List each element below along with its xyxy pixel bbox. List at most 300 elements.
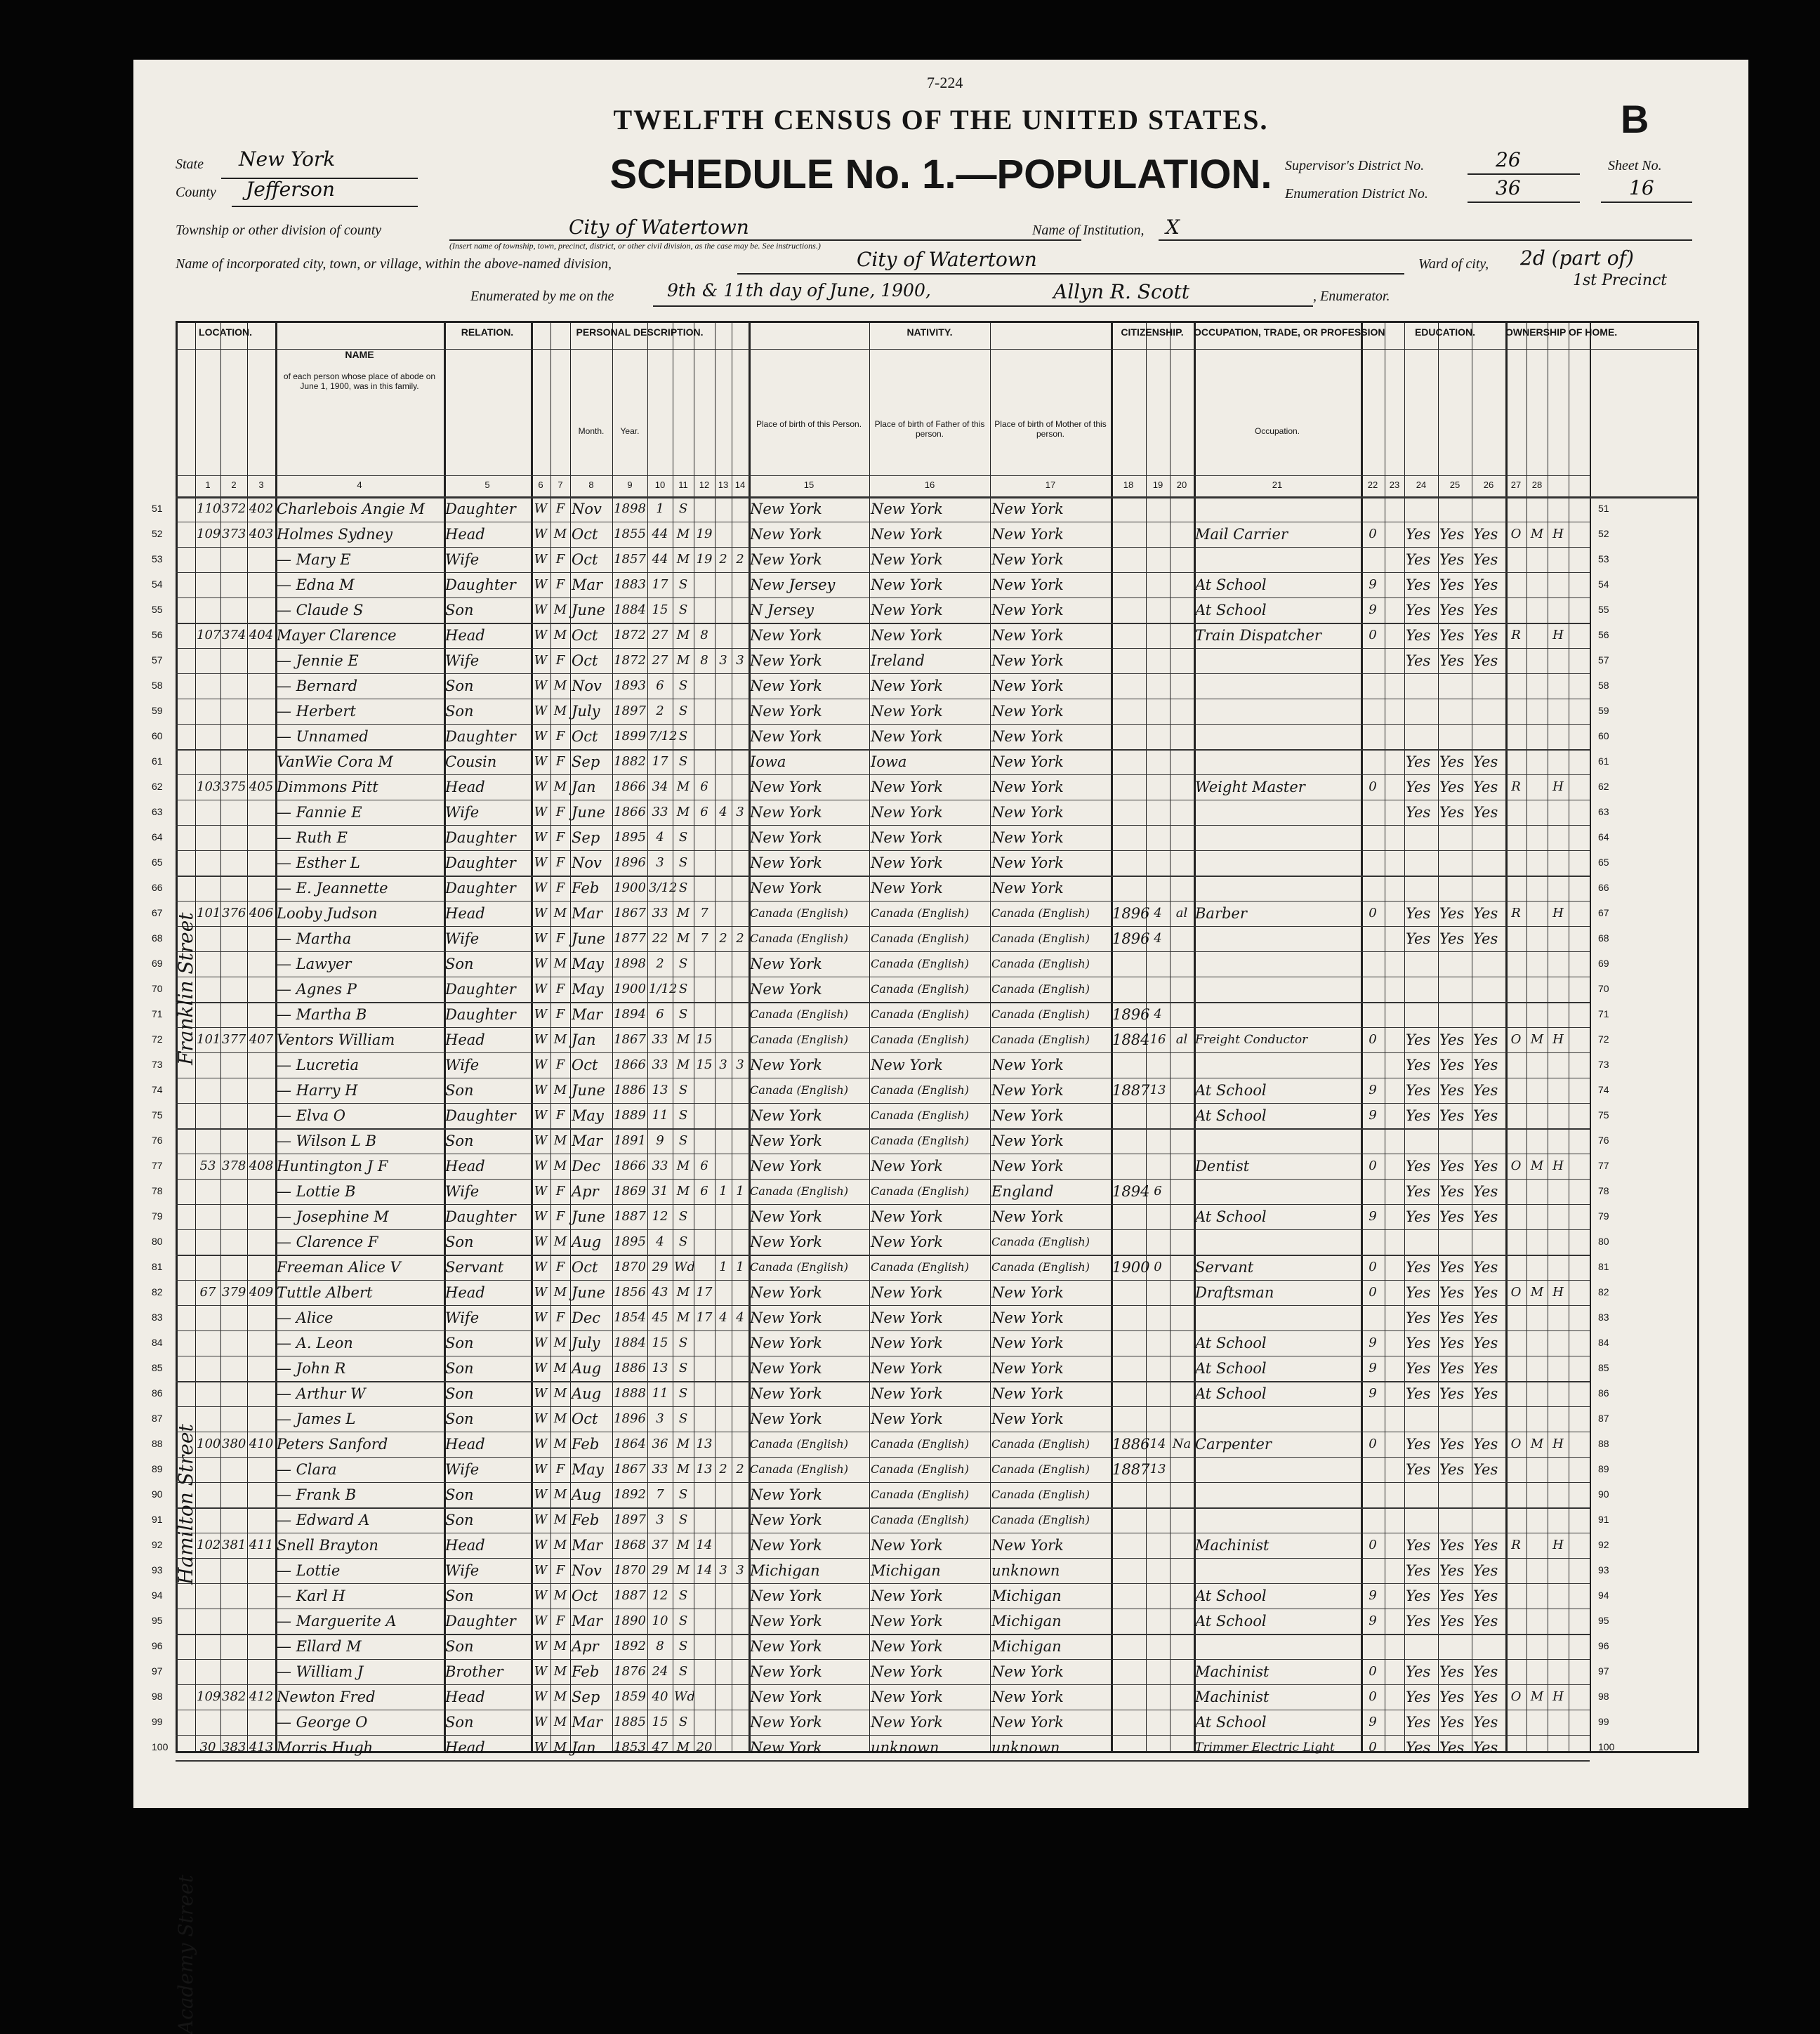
cell-year: 1864: [614, 1437, 646, 1451]
cell-read: Yes: [1406, 1259, 1431, 1276]
line-number: 66: [152, 882, 163, 893]
column-rule: [1170, 321, 1171, 1753]
cell-bp: New York: [750, 1714, 822, 1731]
cell-age: 4: [656, 1234, 664, 1249]
cell-bm: Canada (English): [991, 957, 1090, 970]
cell-rel: Head: [445, 1284, 485, 1301]
cell-yrs: 0: [1154, 1260, 1162, 1274]
cell-yrs: 6: [1154, 1184, 1162, 1198]
cell-year: 1859: [614, 1689, 646, 1704]
cell-eng: Yes: [1473, 1208, 1498, 1225]
cell-year: 1854: [614, 1310, 646, 1325]
cell-eng: Yes: [1473, 1562, 1498, 1579]
cell-bf: Canada (English): [871, 1109, 969, 1122]
line-number: 85: [1598, 1362, 1609, 1373]
cell-month: Aug: [572, 1360, 602, 1377]
cell-age: 29: [652, 1260, 668, 1274]
cell-month: Mar: [572, 905, 603, 922]
cell-name: — Claude S: [277, 602, 364, 619]
cell-bp: Canada (English): [750, 1008, 848, 1021]
cell-rel: Wife: [445, 804, 480, 821]
cell-color: W: [534, 1563, 548, 1578]
line-number: 67: [152, 907, 163, 918]
cell-mar: S: [678, 1234, 688, 1249]
line-number: 92: [1598, 1539, 1609, 1550]
cell-ch2: 2: [736, 931, 744, 946]
cell-bp: New York: [750, 1486, 822, 1503]
sheet-no-line: [1601, 202, 1692, 203]
cell-rel: Wife: [445, 1309, 480, 1326]
line-number: 74: [1598, 1084, 1609, 1095]
cell-mar: S: [678, 1083, 688, 1097]
cell-imm: 1900: [1112, 1259, 1150, 1276]
cell-ym: 6: [700, 779, 708, 794]
cell-name: — Harry H: [277, 1082, 358, 1099]
cell-age: 9: [656, 1133, 664, 1148]
line-number: 80: [1598, 1236, 1609, 1247]
cell-write: Yes: [1439, 1057, 1465, 1074]
cell-eng: Yes: [1473, 1183, 1498, 1200]
cell-fh: H: [1552, 1285, 1564, 1300]
cell-occ: At School: [1195, 1360, 1267, 1377]
cell-month: Sep: [572, 1689, 600, 1705]
cell-write: Yes: [1439, 804, 1465, 821]
cell-write: Yes: [1439, 627, 1465, 644]
cell-rel: Daughter: [445, 1006, 516, 1023]
cell-sex: M: [553, 602, 567, 617]
cell-occ: At School: [1195, 1714, 1267, 1731]
cell-sex: M: [553, 1588, 567, 1603]
cell-bf: New York: [871, 1714, 943, 1731]
line-number: 100: [1598, 1741, 1615, 1752]
cell-read: Yes: [1406, 1613, 1431, 1630]
cell-bm: New York: [991, 1360, 1064, 1377]
cell-month: Apr: [572, 1638, 599, 1655]
cell-bp: New York: [750, 728, 822, 745]
cell-bp: Canada (English): [750, 906, 848, 920]
cell-eng: Yes: [1473, 1107, 1498, 1124]
cell-age: 12: [652, 1209, 668, 1224]
cell-ym: 14: [696, 1538, 713, 1552]
cell-own: O: [1510, 1158, 1522, 1173]
cell-name: — Edward A: [277, 1512, 370, 1528]
cell-sex: M: [553, 1158, 567, 1173]
cell-rel: Wife: [445, 930, 480, 947]
column-number: 2: [231, 480, 237, 490]
cell-name: — Mary E: [277, 551, 351, 568]
cell-bf: Canada (English): [871, 1184, 969, 1198]
line-number: 64: [1598, 831, 1609, 843]
cell-name: Mayer Clarence: [277, 627, 397, 644]
column-number: 13: [718, 480, 729, 490]
line-number: 95: [152, 1615, 163, 1626]
cell-bm: Canada (English): [991, 1235, 1090, 1248]
cell-own: O: [1510, 527, 1522, 541]
cell-fam: 406: [249, 906, 274, 920]
cell-bf: New York: [871, 1158, 943, 1175]
line-number: 74: [152, 1084, 163, 1095]
line-number: 59: [1598, 705, 1609, 716]
cell-rel: Son: [445, 678, 474, 694]
line-number: 53: [152, 553, 163, 564]
cell-age: 22: [652, 931, 668, 946]
cell-year: 1892: [614, 1639, 646, 1653]
cell-bf: New York: [871, 1411, 943, 1427]
cell-mar: S: [678, 1007, 688, 1022]
cell-bp: New York: [750, 551, 822, 568]
cell-bm: New York: [991, 753, 1064, 770]
cell-mar: M: [676, 931, 690, 946]
cell-month: June: [572, 804, 605, 821]
cell-read: Yes: [1406, 1385, 1431, 1402]
cell-bm: New York: [991, 1411, 1064, 1427]
cell-read: Yes: [1406, 1689, 1431, 1705]
cell-color: W: [534, 1007, 548, 1022]
cell-read: Yes: [1406, 930, 1431, 947]
cell-year: 1894: [614, 1007, 646, 1022]
cell-read: Yes: [1406, 602, 1431, 619]
cell-house: 30: [199, 1740, 216, 1755]
cell-color: W: [534, 678, 548, 693]
cell-nat: al: [1175, 906, 1188, 920]
cell-read: Yes: [1406, 1082, 1431, 1099]
cell-color: W: [534, 956, 548, 971]
cell-bm: New York: [991, 1158, 1064, 1175]
cell-bm: Canada (English): [991, 982, 1090, 996]
line-number: 99: [1598, 1716, 1609, 1727]
cell-ym: 19: [696, 527, 713, 541]
cell-age: 31: [652, 1184, 668, 1198]
cell-bm: New York: [991, 1385, 1064, 1402]
cell-sex: F: [555, 880, 565, 895]
cell-color: W: [534, 1487, 548, 1502]
cell-age: 3: [656, 1512, 664, 1527]
cell-month: July: [572, 703, 600, 720]
cell-year: 1867: [614, 1032, 646, 1047]
cell-bm: New York: [991, 1714, 1064, 1731]
cell-month: Jan: [572, 1739, 596, 1756]
cell-name: — James L: [277, 1411, 356, 1427]
cell-mar: M: [676, 1538, 690, 1552]
cell-name: — William J: [277, 1663, 364, 1680]
ward-label: Ward of city,: [1418, 256, 1489, 272]
cell-mo: 0: [1369, 1285, 1377, 1300]
cell-year: 1856: [614, 1285, 646, 1300]
cell-age: 37: [652, 1538, 668, 1552]
cell-bm: Michigan: [991, 1613, 1062, 1630]
township-label: Township or other division of county: [176, 223, 382, 238]
cell-occ: Barber: [1195, 905, 1247, 922]
cell-sex: M: [553, 678, 567, 693]
cell-read: Yes: [1406, 1031, 1431, 1048]
cell-rel: Wife: [445, 1183, 480, 1200]
cell-color: W: [534, 729, 548, 744]
cell-bf: New York: [871, 728, 943, 745]
cell-bm: Canada (English): [991, 932, 1090, 945]
county-line: [232, 206, 418, 207]
cell-name: Charlebois Angie M: [277, 501, 426, 517]
cell-year: 1866: [614, 1158, 646, 1173]
cell-name: VanWie Cora M: [277, 753, 393, 770]
column-rule: [550, 321, 551, 1753]
precinct-value: 1st Precinct: [1573, 272, 1668, 289]
cell-house: 102: [197, 1538, 221, 1552]
cell-sex: M: [553, 704, 567, 718]
cell-month: Nov: [572, 678, 602, 694]
cell-bf: New York: [871, 1208, 943, 1225]
column-number: 15: [803, 480, 815, 490]
cell-color: W: [534, 1184, 548, 1198]
supervisor-line: [1468, 173, 1580, 175]
cell-sex: F: [555, 1108, 565, 1123]
column-number: 10: [654, 480, 666, 490]
cell-ch2: 3: [736, 1057, 744, 1072]
cell-dw: 382: [222, 1689, 246, 1704]
cell-house: 103: [197, 779, 221, 794]
birth-mother-header: Place of birth of Mother of this person.: [994, 419, 1107, 439]
cell-bp: New York: [750, 956, 822, 972]
line-number: 94: [1598, 1590, 1609, 1601]
cell-year: 1866: [614, 779, 646, 794]
cell-bp: New York: [750, 1613, 822, 1630]
cell-read: Yes: [1406, 576, 1431, 593]
cell-year: 1885: [614, 1715, 646, 1729]
line-number: 69: [152, 958, 163, 969]
cell-rel: Daughter: [445, 981, 516, 998]
cell-bf: New York: [871, 1587, 943, 1604]
cell-dw: 380: [222, 1437, 246, 1451]
cell-bf: Iowa: [871, 753, 907, 770]
line-number: 55: [152, 604, 163, 615]
cell-write: Yes: [1439, 602, 1465, 619]
column-rule: [990, 321, 991, 1753]
cell-write: Yes: [1439, 1739, 1465, 1756]
cell-bm: unknown: [991, 1739, 1060, 1756]
cell-name: — Agnes P: [277, 981, 357, 998]
cell-rel: Daughter: [445, 501, 516, 517]
cell-mar: S: [678, 880, 688, 895]
cell-sex: M: [553, 956, 567, 971]
supervisor-label: Supervisor's District No.: [1285, 158, 1425, 173]
cell-rel: Daughter: [445, 880, 516, 897]
cell-color: W: [534, 1057, 548, 1072]
cell-bm: New York: [991, 804, 1064, 821]
line-number: 77: [1598, 1160, 1609, 1171]
cell-name: Peters Sanford: [277, 1436, 388, 1453]
cell-write: Yes: [1439, 1537, 1465, 1554]
cell-sex: F: [555, 1007, 565, 1022]
cell-bm: New York: [991, 1335, 1064, 1352]
cell-imm: 1896: [1112, 905, 1150, 922]
cell-month: Jan: [572, 779, 596, 795]
cell-color: W: [534, 704, 548, 718]
cell-rel: Son: [445, 1234, 474, 1250]
line-number: 97: [152, 1665, 163, 1677]
cell-mort: M: [1530, 1032, 1544, 1047]
cell-ym: 8: [700, 653, 708, 668]
cell-age: 34: [652, 779, 668, 794]
cell-dw: 372: [222, 501, 246, 516]
cell-own: O: [1510, 1285, 1522, 1300]
cell-mar: S: [678, 1588, 688, 1603]
cell-name: Freeman Alice V: [277, 1259, 401, 1276]
cell-color: W: [534, 628, 548, 642]
cell-own: O: [1510, 1437, 1522, 1451]
cell-nat: Na: [1172, 1437, 1192, 1451]
cell-fh: H: [1552, 1032, 1564, 1047]
cell-color: W: [534, 1386, 548, 1401]
cell-rel: Head: [445, 627, 485, 644]
cell-dw: 374: [222, 628, 246, 642]
cell-bp: New York: [750, 678, 822, 694]
cell-yrs: 4: [1154, 1007, 1162, 1022]
line-number: 90: [1598, 1488, 1609, 1500]
cell-age: 13: [652, 1361, 668, 1375]
street-name: Hamilton Street: [174, 1424, 197, 1585]
cell-sex: M: [553, 906, 567, 920]
cell-sex: M: [553, 527, 567, 541]
cell-year: 1884: [614, 602, 646, 617]
cell-bp: New York: [750, 1689, 822, 1705]
cell-bp: New York: [750, 1107, 822, 1124]
cell-year: 1868: [614, 1538, 646, 1552]
cell-month: Oct: [572, 652, 598, 669]
cell-mo: 0: [1369, 1538, 1377, 1552]
occupation-subheader: Occupation.: [1254, 426, 1300, 436]
city-value: City of Watertown: [857, 248, 1037, 271]
cell-color: W: [534, 1108, 548, 1123]
cell-age: 3: [656, 855, 664, 870]
cell-dw: 375: [222, 779, 246, 794]
cell-mar: M: [676, 1563, 690, 1578]
line-number: 57: [1598, 654, 1609, 666]
cell-bf: Canada (English): [871, 1260, 969, 1274]
line-number: 61: [1598, 755, 1609, 767]
column-number: 24: [1416, 480, 1427, 490]
cell-ch1: 1: [719, 1260, 727, 1274]
cell-rel: Wife: [445, 551, 480, 568]
line-number: 90: [152, 1488, 163, 1500]
cell-bm: New York: [991, 880, 1064, 897]
cell-month: Mar: [572, 1537, 603, 1554]
cell-name: — Ellard M: [277, 1638, 362, 1655]
cell-fh: H: [1552, 906, 1564, 920]
cell-name: Morris Hugh: [277, 1739, 374, 1756]
cell-bf: New York: [871, 627, 943, 644]
cell-own: O: [1510, 1689, 1522, 1704]
month-header: Month.: [578, 426, 605, 436]
cell-ch2: 1: [736, 1260, 744, 1274]
cell-bm: New York: [991, 551, 1064, 568]
cell-occ: Trimmer Electric Light: [1195, 1741, 1335, 1755]
cell-bf: New York: [871, 1663, 943, 1680]
cell-year: 1890: [614, 1613, 646, 1628]
cell-mar: S: [678, 704, 688, 718]
cell-year: 1892: [614, 1487, 646, 1502]
cell-eng: Yes: [1473, 1309, 1498, 1326]
column-rule: [247, 321, 248, 1753]
cell-rel: Brother: [445, 1663, 503, 1680]
cell-year: 1876: [614, 1664, 646, 1679]
cell-mar: S: [678, 830, 688, 845]
cell-month: Mar: [572, 1613, 603, 1630]
cell-read: Yes: [1406, 1057, 1431, 1074]
cell-sex: M: [553, 779, 567, 794]
cell-mar: Wd: [674, 1260, 696, 1274]
cell-write: Yes: [1439, 1284, 1465, 1301]
cell-occ: At School: [1195, 1335, 1267, 1352]
cell-year: 1872: [614, 653, 646, 668]
cell-month: Jan: [572, 1031, 596, 1048]
street-name: Franklin Street: [174, 912, 197, 1065]
cell-ch2: 3: [736, 805, 744, 819]
enumerator-name: Allyn R. Scott: [1053, 280, 1189, 303]
cell-bf: Canada (English): [871, 1033, 969, 1046]
line-number: 87: [152, 1413, 163, 1424]
cell-mo: 9: [1369, 1083, 1377, 1097]
cell-bm: New York: [991, 779, 1064, 795]
cell-fam: 404: [249, 628, 274, 642]
column-number: 22: [1367, 480, 1378, 490]
cell-month: Mar: [572, 1006, 603, 1023]
cell-month: Oct: [572, 1411, 598, 1427]
cell-age: 40: [652, 1689, 668, 1704]
cell-bp: Canada (English): [750, 1437, 848, 1451]
cell-mo: 0: [1369, 1032, 1377, 1047]
cell-eng: Yes: [1473, 1739, 1498, 1756]
line-number: 58: [1598, 680, 1609, 691]
cell-sex: M: [553, 1487, 567, 1502]
cell-rel: Wife: [445, 1562, 480, 1579]
cell-sex: F: [555, 805, 565, 819]
cell-bf: New York: [871, 1309, 943, 1326]
cell-rel: Wife: [445, 652, 480, 669]
cell-name: — Esther L: [277, 854, 360, 871]
line-number: 60: [152, 730, 163, 741]
cell-rel: Head: [445, 905, 485, 922]
cell-bp: Iowa: [750, 753, 786, 770]
cell-mo: 0: [1369, 906, 1377, 920]
line-number: 89: [1598, 1463, 1609, 1474]
line-number: 80: [152, 1236, 163, 1247]
cell-name: Holmes Sydney: [277, 526, 393, 543]
line-number: 83: [1598, 1312, 1609, 1323]
cell-rel: Head: [445, 1689, 485, 1705]
cell-name: — Martha B: [277, 1006, 367, 1023]
cell-sex: M: [553, 628, 567, 642]
cell-read: Yes: [1406, 1335, 1431, 1352]
cell-write: Yes: [1439, 1309, 1465, 1326]
cell-bp: New York: [750, 880, 822, 897]
cell-name: — Clara: [277, 1461, 337, 1478]
cell-bf: Canada (English): [871, 957, 969, 970]
cell-occ: Machinist: [1195, 1663, 1270, 1680]
cell-write: Yes: [1439, 526, 1465, 543]
personal-group-header: PERSONAL DESCRIPTION.: [576, 326, 704, 338]
cell-house: 110: [197, 501, 221, 516]
cell-year: 1898: [614, 501, 646, 516]
cell-rel: Son: [445, 1132, 474, 1149]
cell-bf: Canada (English): [871, 932, 969, 945]
cell-write: Yes: [1439, 1158, 1465, 1175]
education-group-header: EDUCATION.: [1414, 326, 1476, 338]
line-number: 81: [152, 1261, 163, 1272]
cell-year: 1866: [614, 1057, 646, 1072]
cell-house: 53: [199, 1158, 216, 1173]
cell-eng: Yes: [1473, 627, 1498, 644]
line-number: 86: [1598, 1387, 1609, 1399]
cell-bf: Canada (English): [871, 1083, 969, 1097]
